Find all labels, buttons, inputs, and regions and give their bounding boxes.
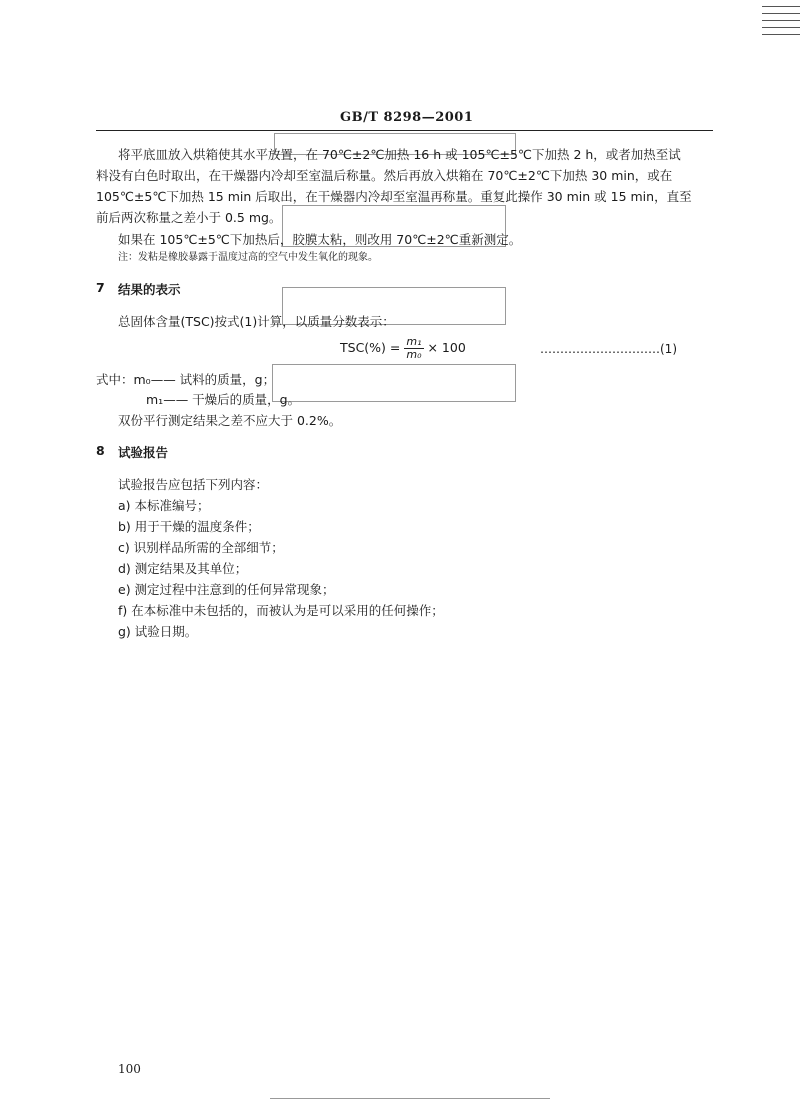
formula-denominator: m₀ [406,348,422,361]
standard-number: GB/T 8298—2001 [340,110,474,125]
report-intro: 试验报告应包括下列内容： [118,477,269,492]
formula-numerator: m₁ [406,335,422,348]
procedure-line: 如果在 105℃±5℃下加热后，胶膜太粘，则改用 70℃±2℃重新测定。 [118,232,522,247]
precision-statement: 双份平行测定结果之差不应大于 0.2%。 [118,413,342,428]
procedure-line: 将平底皿放入烘箱使其水平放置，在 70℃±2℃加热 16 h 或 105℃±5℃下加热 2 h，或者加热至试 [118,147,681,162]
formula-number: …………………………(1) [540,342,677,356]
report-item: a) 本标准编号； [118,498,210,513]
tsc-formula [340,336,466,361]
formula-rhs: × 100 [427,340,466,355]
section-8-number: 8 [96,443,105,458]
procedure-line: 105℃±5℃下加热 15 min 后取出，在干燥器内冷却至室温再称量。重复此操作 30 min 或 15 min，直至 [96,189,692,204]
footer-strip [270,1098,550,1111]
section-8-title: 试验报告 [118,445,169,460]
where-m0: 式中：m₀—— 试料的质量，g； [96,372,276,387]
report-item: c) 识别样品所需的全部细节； [118,540,284,555]
page-number: 100 [118,1062,141,1076]
procedure-line: 料没有白色时取出，在干燥器内冷却至室温后称量。然后再放入烘箱在 70℃±2℃下加热 30 min，或在 [96,168,673,183]
corner-stamp [752,0,800,40]
report-item: g) 试验日期。 [118,624,198,639]
formula-lhs: TSC(%) = [340,340,401,355]
section-7-title: 结果的表示 [118,282,181,297]
report-item: e) 测定过程中注意到的任何异常现象； [118,582,335,597]
report-item: f) 在本标准中未包括的，而被认为是可以采用的任何操作； [118,603,444,618]
ghost-box [272,364,516,402]
report-item: b) 用于干燥的温度条件； [118,519,260,534]
procedure-line: 前后两次称量之差小于 0.5 mg。 [96,210,282,225]
section-7-number: 7 [96,280,105,295]
report-item: d) 测定结果及其单位； [118,561,248,576]
tsc-intro: 总固体含量(TSC)按式(1)计算，以质量分数表示： [118,314,395,329]
header-rule [96,130,713,131]
formula-fraction [404,336,423,361]
where-m1: m₁—— 干燥后的质量，g。 [146,392,301,407]
procedure-note: 注：发粘是橡胶暴露于温度过高的空气中发生氧化的现象。 [118,252,378,263]
